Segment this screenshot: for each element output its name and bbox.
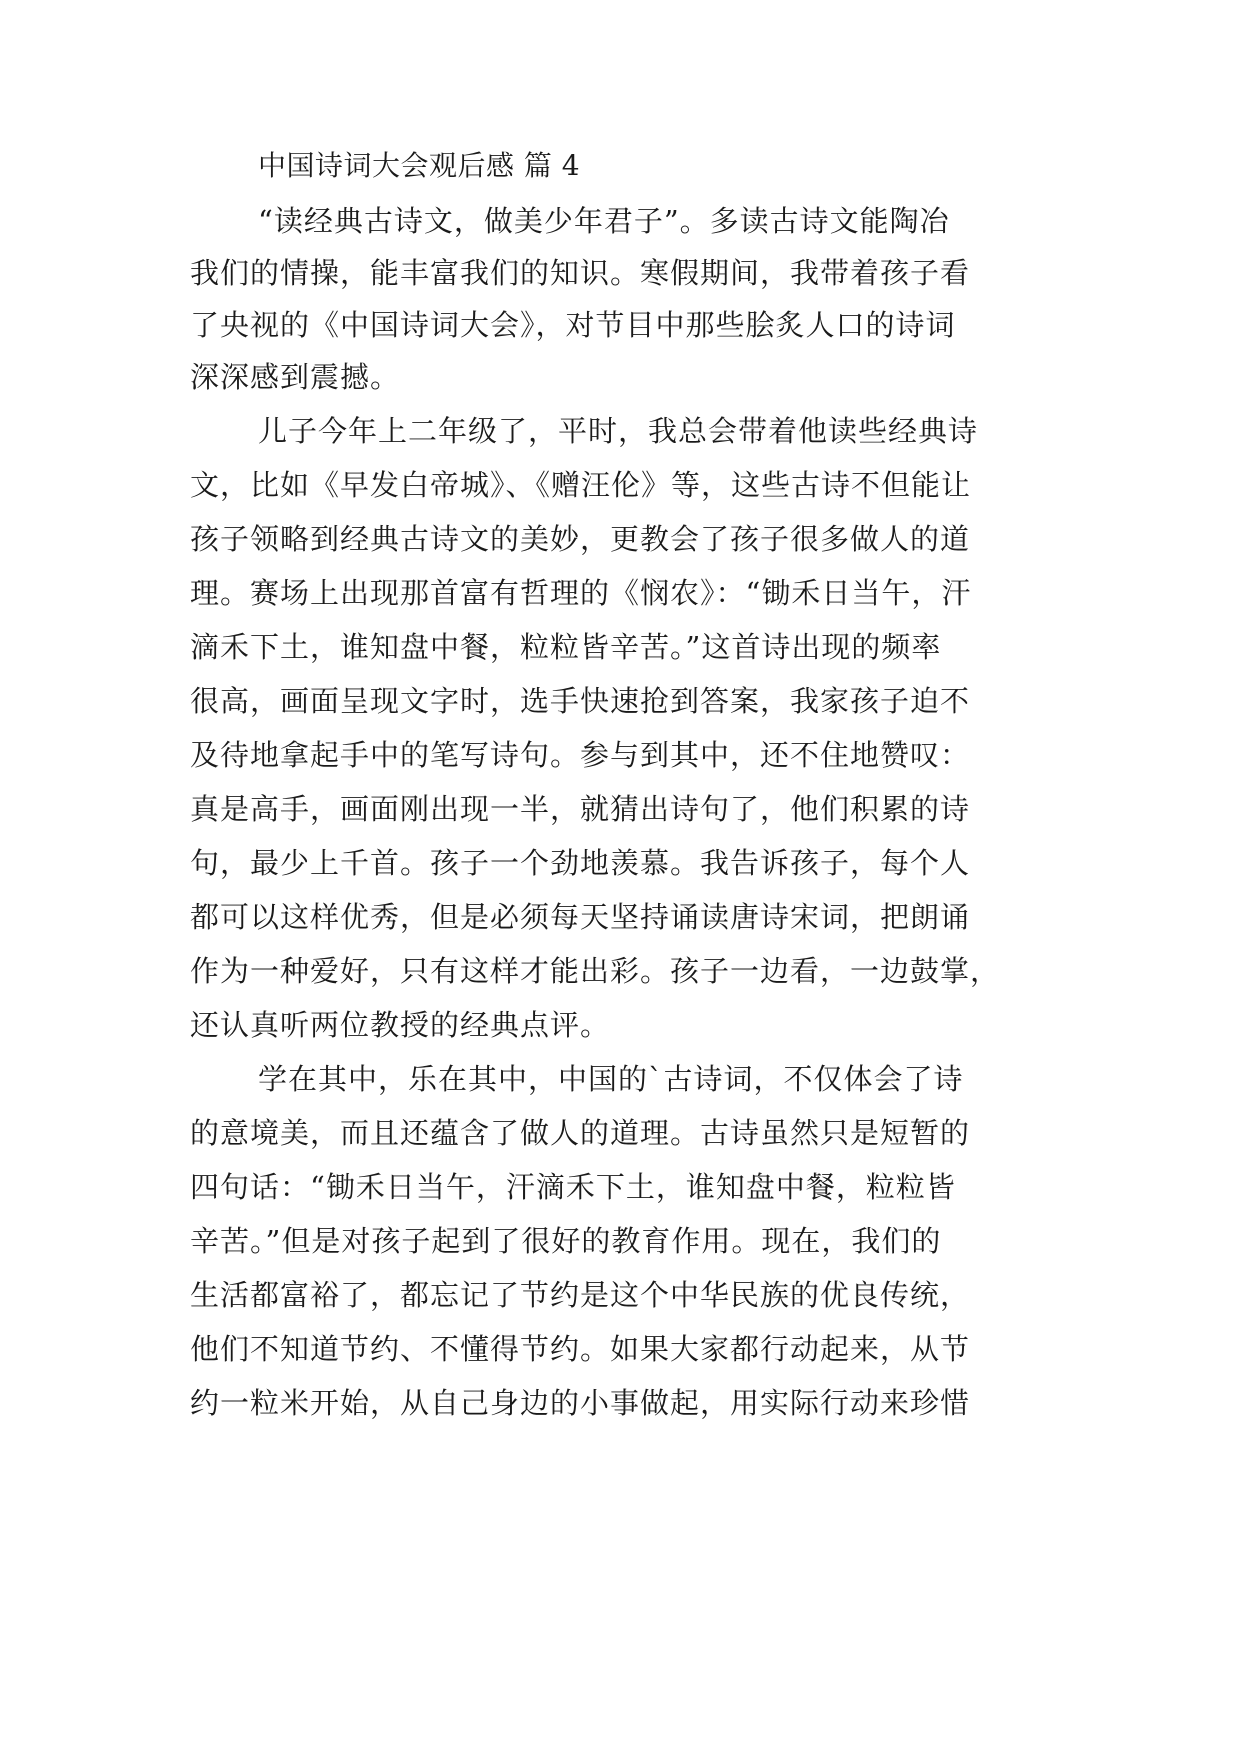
paragraph-line: 还认真听两位教授的经典点评。 bbox=[190, 1008, 611, 1042]
paragraph-line: “读经典古诗文，做美少年君子”。多读古诗文能陶冶 bbox=[258, 204, 950, 238]
paragraph-line: 孩子领略到经典古诗文的美妙，更教会了孩子很多做人的道 bbox=[190, 522, 971, 556]
paragraph-line: 真是高手，画面刚出现一半，就猜出诗句了，他们积累的诗 bbox=[190, 792, 971, 826]
paragraph-line: 了央视的《中国诗词大会》，对节目中那些脍炙人口的诗词 bbox=[190, 308, 956, 342]
paragraph-line: 及待地拿起手中的笔写诗句。参与到其中，还不住地赞叹： bbox=[190, 738, 971, 772]
document-title: 中国诗词大会观后感 篇 4 bbox=[258, 149, 581, 182]
paragraph-line: 约一粒米开始，从自己身边的小事做起，用实际行动来珍惜 bbox=[190, 1386, 971, 1420]
paragraph-line: 学在其中，乐在其中，中国的`古诗词，不仅体会了诗 bbox=[258, 1062, 964, 1096]
paragraph-line: 辛苦。”但是对孩子起到了很好的教育作用。现在，我们的 bbox=[190, 1224, 942, 1258]
paragraph-line: 的意境美，而且还蕴含了做人的道理。古诗虽然只是短暂的 bbox=[190, 1116, 971, 1150]
paragraph-line: 句，最少上千首。孩子一个劲地羡慕。我告诉孩子，每个人 bbox=[190, 846, 971, 880]
paragraph-line: 滴禾下土，谁知盘中餐，粒粒皆辛苦。”这首诗出现的频率 bbox=[190, 630, 942, 664]
paragraph-line: 作为一种爱好，只有这样才能出彩。孩子一边看，一边鼓掌， bbox=[190, 954, 1001, 988]
paragraph-line: 文，比如《早发白帝城》、《赠汪伦》等，这些古诗不但能让 bbox=[190, 468, 972, 502]
paragraph-line: 很高，画面呈现文字时，选手快速抢到答案，我家孩子迫不 bbox=[190, 684, 971, 718]
paragraph-line: 都可以这样优秀，但是必须每天坚持诵读唐诗宋词，把朗诵 bbox=[190, 900, 971, 934]
paragraph-line: 我们的情操，能丰富我们的知识。寒假期间，我带着孩子看 bbox=[190, 256, 971, 290]
paragraph-line: 四句话：“锄禾日当午，汗滴禾下土，谁知盘中餐，粒粒皆 bbox=[190, 1170, 956, 1204]
paragraph-line: 生活都富裕了，都忘记了节约是这个中华民族的优良传统， bbox=[190, 1278, 971, 1312]
paragraph-line: 儿子今年上二年级了，平时，我总会带着他读些经典诗 bbox=[258, 414, 979, 448]
paragraph-line: 理。赛场上出现那首富有哲理的《悯农》：“锄禾日当午，汗 bbox=[190, 576, 972, 610]
paragraph-line: 深深感到震撼。 bbox=[190, 360, 401, 394]
paragraph-line: 他们不知道节约、不懂得节约。如果大家都行动起来，从节 bbox=[190, 1332, 971, 1366]
